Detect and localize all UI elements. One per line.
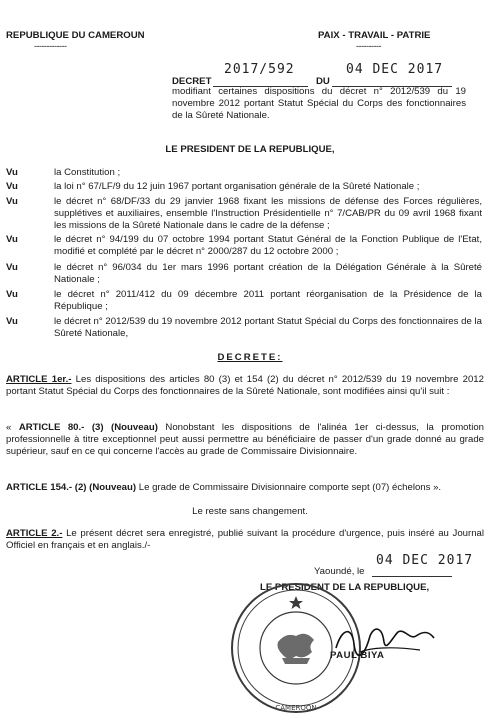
article-2 [6, 528, 484, 552]
article-154 [6, 482, 484, 494]
header-right-separator: ---------- [356, 41, 381, 51]
vu-label: Vu [6, 262, 18, 273]
president-title: LE PRESIDENT DE LA REPUBLIQUE, [165, 144, 335, 155]
vu-label: Vu [6, 289, 18, 300]
decree-date-stamp: 04 DEC 2017 [346, 62, 444, 77]
signature-date-line [372, 576, 452, 577]
vu-item: la loi n° 67/LF/9 du 12 juin 1967 portant organisation générale de la Sûreté Nationale ; [54, 181, 420, 192]
header-country: REPUBLIQUE DU CAMEROUN [6, 30, 145, 41]
header-left-separator: ------------- [34, 41, 67, 51]
signatory-name: PAUL BIYA [330, 650, 385, 661]
vu-item: le décret n° 2012/539 du 19 novembre 2012 portant Statut Spécial du Corps des fonctionnaires de la Sûreté Nationale, [54, 316, 482, 339]
vu-label: Vu [6, 196, 18, 207]
vu-label: Vu [6, 234, 18, 245]
article-80-label: ARTICLE 80.- (3) (Nouveau) [18, 422, 158, 433]
vu-item: le décret n° 2011/412 du 09 décembre 2011 portant réorganisation de la Présidence de la République ; [54, 289, 482, 312]
article-2-text: Le présent décret sera enregistré, publié suivant la procédure d'urgence, puis inséré au Journal Officiel en français et en anglais./- [6, 528, 484, 551]
article-2-label: ARTICLE 2.- [6, 528, 63, 539]
vu-item: la Constitution ; [54, 167, 121, 178]
vu-item: le décret n° 96/034 du 1er mars 1996 portant création de la Délégation Générale à la Sûreté Nationale ; [54, 262, 482, 285]
open-quote: « [6, 422, 19, 433]
decrete-heading: DECRETE: [217, 352, 283, 363]
signature-place: Yaoundé, le [314, 566, 365, 577]
article-1-label: ARTICLE 1er.- [6, 374, 72, 385]
signature-title: LE PRESIDENT DE LA REPUBLIQUE, [260, 582, 430, 593]
article-154-label: ARTICLE 154.- (2) (Nouveau) [6, 482, 137, 493]
article-1-text: Les dispositions des articles 80 (3) et 154 (2) du décret n° 2012/539 du 19 novembre 2012 portant Statut Spécial du Corps des fonctionnaires de la Sûreté Nationale, sont modifiées ainsi qu'il suit : [6, 374, 484, 397]
signature-date-stamp: 04 DEC 2017 [376, 553, 474, 568]
decree-label: DECRET [172, 76, 212, 87]
article-154-text: Le grade de Commissaire Divisionnaire comporte sept (07) échelons ». [136, 482, 442, 493]
header-motto: PAIX - TRAVAIL - PATRIE [318, 30, 431, 41]
article-80-text: Nonobstant les dispositions de l'alinéa 1er ci-dessus, la promotion professionnelle à titre exceptionnel peut aussi permettre au bénéficiaire de passer d'un grade donné au grade supérieur, sauf en ce qui concerne l'accès au grade de Commissaire Divisionnaire. [6, 422, 484, 457]
decree-number-stamp: 2017/592 [224, 62, 295, 77]
svg-text:CAMEROON: CAMEROON [275, 704, 317, 712]
article-1 [6, 374, 484, 398]
decree-purpose: modifiant certaines dispositions du décret n° 2012/539 du 19 novembre 2012 portant Statut Spécial du Corps des fonctionnaires de la Sûreté Nationale. [172, 86, 466, 121]
article-80 [6, 422, 484, 458]
vu-item: le décret n° 94/199 du 07 octobre 1994 portant Statut Général de la Fonction Publique de l'Etat, modifié et complété par le décret n° 2000/287 du 12 octobre 2000 ; [54, 234, 482, 257]
vu-label: Vu [6, 316, 18, 327]
vu-label: Vu [6, 167, 18, 178]
decree-du-label: DU [316, 76, 330, 87]
reste-sans-changement: Le reste sans changement. [192, 506, 308, 517]
vu-label: Vu [6, 181, 18, 192]
vu-item: le décret n° 68/DF/33 du 29 janvier 1968 fixant les missions de défense des Forces régulières, supplétives et auxiliaires, ensemble l'Instruction Présidentielle n° 7/CAB/PR du 09 avril 1968 fixant les missions de la Sûreté Nationale dans le cadre de la défense ; [54, 196, 482, 231]
